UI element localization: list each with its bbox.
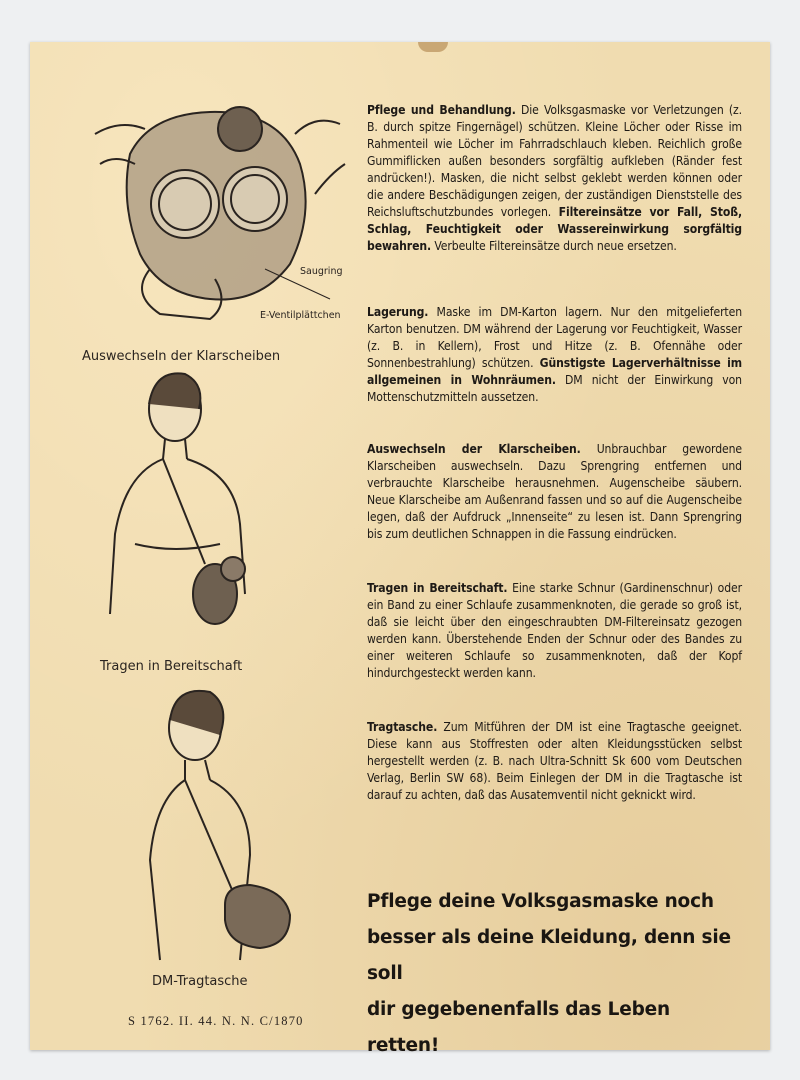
section-body: Maske im DM-Karton lagern. Nur den mitgelieferten Karton benutzen. DM während der Lagerung vor Feuchtigkeit, Wasser (z. B. in Kellern), Frost und Hitze (z. B. Ofennähe oder Sonnenbestrahlung) schützen. <box>367 305 742 370</box>
section-heading: Pflege und Behandlung. <box>367 103 516 117</box>
section-body: Unbrauchbar gewordene Klarscheiben auswechseln. Dazu Sprengring entfernen und verbrauchte Klarscheibe herausnehmen. Augenscheibe säubern. Neue Klarscheibe am Außenrand fassen und so auf die Augenscheibe legen, daß der Aufdruck „Innenseite“ zu lesen ist. Dann Sprengring bis zum deutlichen Schnappen in die Fassung eindrücken. <box>367 442 742 541</box>
slogan <box>367 884 747 1064</box>
label-saugring: Saugring <box>300 266 343 277</box>
section-klarscheiben <box>367 441 742 543</box>
section-tail: DM nicht der Einwirkung von Mottenschutzmitteln aussetzen. <box>367 373 742 404</box>
leaflet-page <box>30 42 770 1056</box>
section-emphasis: Filtereinsätze vor Fall, Stoß, Schlag, Feuchtigkeit oder Wassereinwirkung sorgfältig bewahren. <box>367 205 743 253</box>
caption-ready: Tragen in Bereitschaft <box>100 659 243 674</box>
gas-mask-illustration <box>90 94 360 324</box>
slogan-line-2: besser als deine Kleidung, denn sie soll <box>367 927 731 984</box>
woman-ready-illustration <box>95 364 265 649</box>
section-lagerung <box>367 304 742 406</box>
paper-notch <box>418 42 448 52</box>
section-body: Zum Mitführen der DM ist eine Tragtasche geeignet. Diese kann aus Stoffresten oder alten Kleidungsstücken selbst hergestellt werden (z. B. nach Ultra-Schnitt Sk 600 vom Deutschen Verlag, Berlin SW 68). Beim Einlegen der DM in die Tragtasche ist darauf zu achten, daß das Ausatemventil nicht geknickt wird. <box>367 720 742 802</box>
section-pflege <box>367 102 742 255</box>
section-emphasis: Günstigste Lagerverhältnisse im allgemeinen in Wohnräumen. <box>367 356 742 387</box>
woman-bag-illustration <box>140 680 310 975</box>
caption-bag: DM-Tragtasche <box>152 974 248 989</box>
slogan-line-3: dir gegebenenfalls das Leben retten! <box>367 999 670 1056</box>
section-heading: Tragen in Bereitschaft. <box>367 581 508 595</box>
section-heading: Tragtasche. <box>367 720 438 734</box>
section-body: Eine starke Schnur (Gardinenschnur) oder ein Band zu einer Schlaufe zusammenknoten, die gerade so groß ist, daß sie leicht über den eingeschraubten DM-Filtereinsatz gezogen werden kann. Überstehende Enden der Schnur oder des Bandes zu einer weiteren Schlaufe so zusammenknoten, daß der Kopf hindurchgesteckt werden kann. <box>367 581 742 680</box>
slogan-line-1: Pflege deine Volksgasmaske noch <box>367 891 714 912</box>
section-tragen <box>367 580 742 682</box>
print-code: S 1762. II. 44. N. N. C/1870 <box>128 1014 304 1028</box>
section-body: Die Volksgasmaske vor Verletzungen (z. B. durch spitze Fingernägel) schützen. Kleine Löcher oder Risse im Rahmenteil wie Löcher im Fahrradschlauch kleben. Reichlich große Gummiflicken außen besonders sorgfältig aufkleben (Ränder fest andrücken!). Masken, die nicht selbst geklebt werden können oder die andere Beschädigungen zeigen, der zuständigen Dienststelle des Reichsluftschutzbundes vorlegen. <box>367 103 743 219</box>
section-heading: Auswechseln der Klarscheiben. <box>367 442 581 456</box>
caption-mask: Auswechseln der Klarscheiben <box>82 349 281 364</box>
label-ventil: E-Ventilplättchen <box>260 310 341 321</box>
section-tail: Verbeulte Filtereinsätze durch neue ersetzen. <box>431 239 677 253</box>
section-tragtasche <box>367 719 742 804</box>
section-heading: Lagerung. <box>367 305 429 319</box>
